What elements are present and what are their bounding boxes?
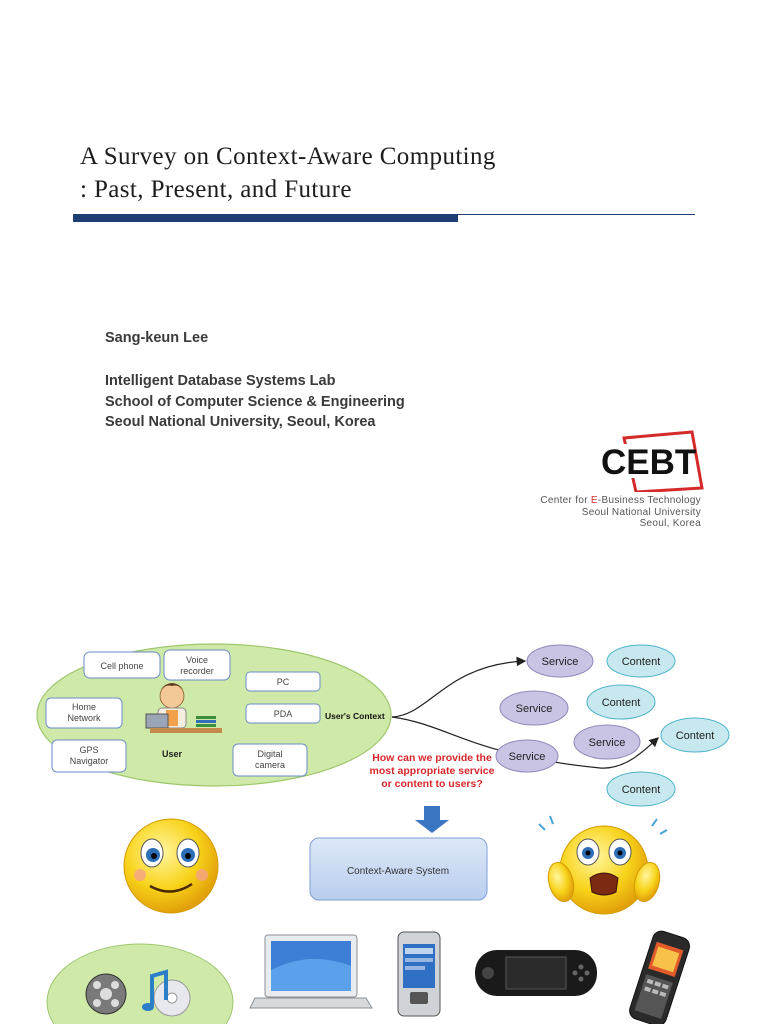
title-underline-thin — [458, 214, 695, 215]
cebt-logo — [596, 430, 706, 492]
svg-text:Voice: Voice — [185, 655, 209, 665]
svg-text:Content: Content — [601, 697, 641, 709]
svg-text:PDA: PDA — [273, 709, 293, 719]
center-info — [540, 495, 701, 530]
device-digital-camera — [233, 744, 307, 776]
down-arrow-icon — [415, 806, 449, 833]
svg-text:Content: Content — [675, 730, 715, 742]
bubble-content-1 — [607, 645, 675, 677]
device-pda — [246, 704, 320, 723]
user-label: User — [161, 749, 183, 759]
title-line-2: : Past, Present, and Future — [80, 176, 352, 203]
shocked-face-icon — [539, 816, 667, 914]
svg-text:Service: Service — [515, 703, 553, 715]
affiliation-university: Seoul National University, Seoul, Korea — [105, 414, 376, 430]
affiliation-school: School of Computer Science & Engineering — [105, 393, 405, 410]
author-name: Sang-keun Lee — [105, 330, 209, 346]
svg-text:Digital: Digital — [257, 749, 283, 759]
svg-text:GPS: GPS — [79, 745, 99, 755]
svg-text:most appropriate service: most appropriate service — [369, 765, 495, 777]
center-university: Seoul National University — [581, 506, 701, 518]
context-aware-system-box — [310, 838, 487, 900]
device-gps-navigator — [52, 740, 126, 772]
context-aware-diagram — [0, 630, 768, 1024]
bubble-service-3 — [574, 725, 640, 759]
title-underline-thick — [73, 214, 458, 222]
bubble-service-2 — [500, 691, 568, 725]
svg-text:Navigator: Navigator — [69, 756, 109, 766]
bubble-content-3 — [661, 718, 729, 752]
bubble-service-4 — [496, 740, 558, 772]
bubble-content-4 — [607, 772, 675, 806]
device-cell-phone — [84, 652, 160, 678]
affiliation — [105, 371, 405, 433]
handheld-console-icon — [475, 950, 597, 996]
svg-text:or content to users?: or content to users? — [381, 778, 483, 790]
mobile-phone-icon — [627, 929, 692, 1024]
svg-text:Service: Service — [508, 751, 546, 763]
svg-text:How can we provide the: How can we provide the — [372, 752, 492, 764]
svg-text:Content: Content — [621, 784, 661, 796]
device-home-network — [46, 698, 122, 728]
svg-text:Home: Home — [71, 702, 97, 712]
affiliation-lab: Intelligent Database Systems Lab — [105, 373, 336, 389]
svg-text:Service: Service — [541, 656, 579, 668]
users-context-label: User's Context — [325, 711, 385, 721]
bubble-service-1 — [527, 645, 593, 677]
svg-text:Cell phone: Cell phone — [100, 661, 144, 671]
svg-text:camera: camera — [254, 760, 286, 770]
logo-text: CEBT — [601, 443, 697, 482]
svg-text:Content: Content — [621, 656, 661, 668]
svg-text:Context-Aware System: Context-Aware System — [346, 866, 450, 877]
svg-text:Service: Service — [588, 737, 626, 749]
bubble-content-2 — [587, 685, 655, 719]
svg-text:Network: Network — [67, 713, 101, 723]
title-line-1: A Survey on Context-Aware Computing — [80, 143, 496, 170]
center-location: Seoul, Korea — [639, 518, 701, 529]
svg-text:PC: PC — [276, 677, 290, 687]
pda-device-icon — [398, 932, 440, 1016]
media-content-icon — [47, 944, 233, 1024]
happy-face-icon — [124, 819, 218, 913]
laptop-icon — [250, 935, 372, 1008]
question-text — [370, 752, 495, 790]
device-pc — [246, 672, 320, 691]
device-voice-recorder — [164, 650, 230, 680]
center-name: Center for E-Business Technology — [540, 495, 701, 506]
slide-title — [80, 140, 720, 206]
svg-text:recorder: recorder — [180, 666, 214, 676]
